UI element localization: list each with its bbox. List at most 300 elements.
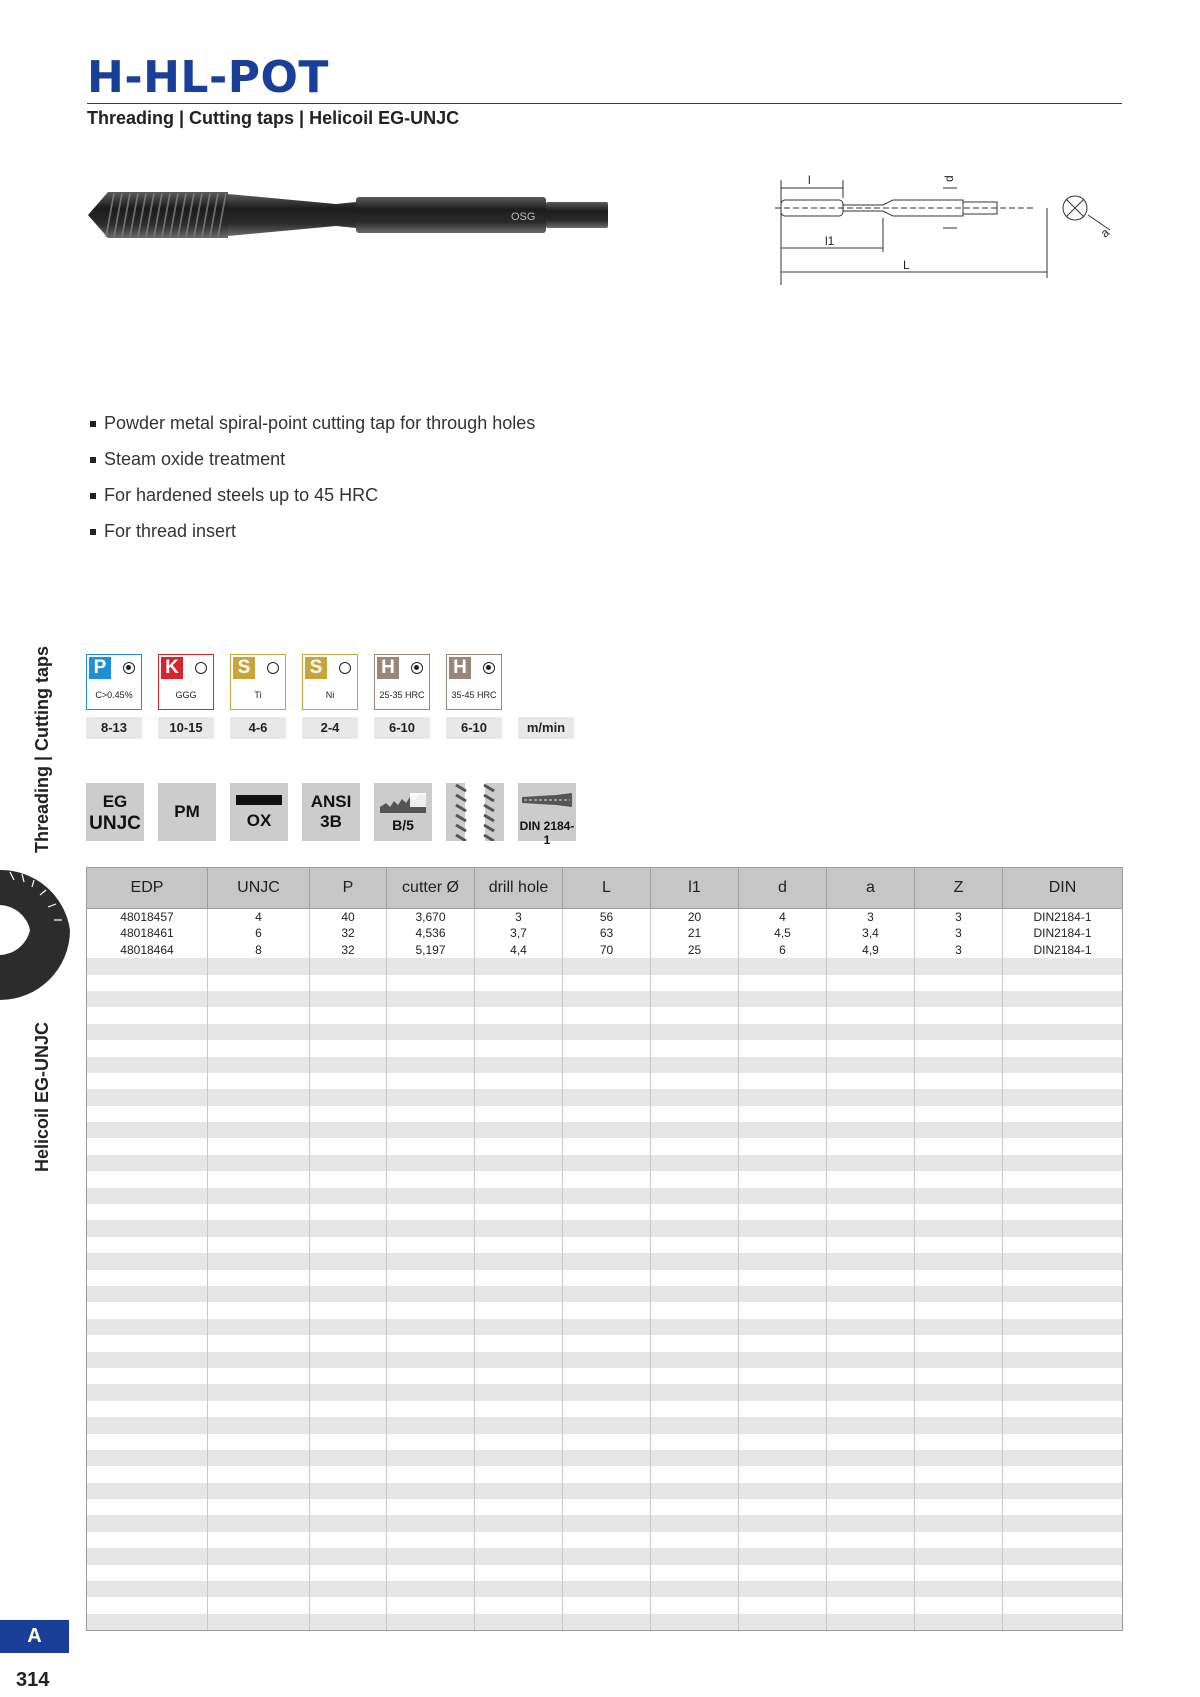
table-row [87, 1401, 1122, 1417]
table-cell [475, 1434, 563, 1450]
table-row [87, 1614, 1122, 1630]
table-cell [310, 1515, 387, 1531]
table-cell [208, 1499, 310, 1515]
table-cell [87, 1188, 208, 1204]
table-cell [208, 1532, 310, 1548]
table-cell: 20 [651, 909, 739, 925]
table-cell [87, 1319, 208, 1335]
table-cell [827, 991, 915, 1007]
table-row [87, 1532, 1122, 1548]
table-cell [915, 1171, 1003, 1187]
table-row [87, 1089, 1122, 1105]
table-cell [475, 958, 563, 974]
material-condition: 35-45 HRC [451, 690, 497, 700]
table-cell [475, 1384, 563, 1400]
table-cell [1003, 1270, 1122, 1286]
thread-type-icon [86, 783, 144, 841]
table-cell [475, 1319, 563, 1335]
table-cell [208, 1466, 310, 1482]
table-cell [87, 1106, 208, 1122]
table-cell [310, 1171, 387, 1187]
table-cell [387, 1270, 475, 1286]
table-cell [827, 1171, 915, 1187]
table-cell: 3 [827, 909, 915, 925]
material-pm-icon [158, 783, 216, 841]
table-cell [651, 1319, 739, 1335]
table-cell [475, 1106, 563, 1122]
table-cell: 5,197 [387, 942, 475, 958]
table-row [87, 1499, 1122, 1515]
table-cell [827, 1024, 915, 1040]
table-cell [651, 958, 739, 974]
table-cell [827, 1417, 915, 1433]
table-cell [651, 1024, 739, 1040]
table-row [87, 1466, 1122, 1482]
table-cell [915, 1286, 1003, 1302]
table-cell [563, 1204, 651, 1220]
table-row [87, 942, 1122, 958]
table-cell [387, 1089, 475, 1105]
table-cell [87, 1417, 208, 1433]
table-cell [651, 1466, 739, 1482]
table-cell: 4 [208, 909, 310, 925]
table-cell [827, 1188, 915, 1204]
table-cell: 48018457 [87, 909, 208, 925]
table-cell [739, 1040, 827, 1056]
table-cell [387, 1204, 475, 1220]
table-cell [739, 1302, 827, 1318]
table-cell [651, 1548, 739, 1564]
table-cell [475, 1368, 563, 1384]
table-cell [739, 1352, 827, 1368]
table-cell: 48018464 [87, 942, 208, 958]
table-cell [310, 1302, 387, 1318]
table-cell [1003, 1024, 1122, 1040]
col-header-drill-hole: drill hole [475, 868, 563, 908]
table-cell [651, 1515, 739, 1531]
table-cell [651, 1089, 739, 1105]
table-cell: DIN2184-1 [1033, 910, 1092, 924]
table-cell [739, 1401, 827, 1417]
table-cell [563, 975, 651, 991]
table-cell [1003, 1581, 1122, 1597]
table-cell [208, 1171, 310, 1187]
page-subtitle: Threading | Cutting taps | Helicoil EG-UNJC [87, 108, 460, 128]
table-cell [827, 1057, 915, 1073]
material-letter: K [161, 657, 183, 679]
table-cell [310, 1220, 387, 1236]
table-cell [87, 1352, 208, 1368]
table-cell [387, 1155, 475, 1171]
table-cell [651, 1302, 739, 1318]
table-cell [208, 1417, 310, 1433]
table-cell [739, 1565, 827, 1581]
table-cell [387, 1384, 475, 1400]
table-cell [827, 958, 915, 974]
selected-indicator [411, 662, 423, 674]
table-cell [915, 1302, 1003, 1318]
table-cell [475, 1581, 563, 1597]
table-cell [827, 1581, 915, 1597]
table-cell [208, 1138, 310, 1154]
table-cell [475, 1597, 563, 1613]
table-cell: 32 [310, 942, 387, 958]
table-row [87, 1253, 1122, 1269]
table-cell [827, 1483, 915, 1499]
tap-logo: OSG [511, 211, 536, 223]
material-box-p [86, 654, 142, 710]
tolerance-line2: 3B [320, 812, 342, 831]
table-cell [915, 1089, 1003, 1105]
table-cell [208, 1253, 310, 1269]
table-row [87, 958, 1122, 974]
table-cell [208, 958, 310, 974]
table-cell [87, 1450, 208, 1466]
table-cell [310, 1270, 387, 1286]
table-cell [208, 1614, 310, 1630]
table-cell [915, 1532, 1003, 1548]
table-cell [310, 1466, 387, 1482]
table-cell [87, 1483, 208, 1499]
table-cell [651, 975, 739, 991]
table-cell [475, 1171, 563, 1187]
table-cell [563, 1368, 651, 1384]
table-cell [739, 1106, 827, 1122]
table-cell [739, 1024, 827, 1040]
table-cell [310, 1040, 387, 1056]
table-cell [1003, 1171, 1122, 1187]
table-cell [87, 1237, 208, 1253]
table-cell [475, 1024, 563, 1040]
table-cell [310, 1057, 387, 1073]
table-cell [915, 1597, 1003, 1613]
material-box-h-25-35 [374, 654, 430, 710]
table-cell [739, 1450, 827, 1466]
table-cell [475, 1286, 563, 1302]
table-cell [739, 1532, 827, 1548]
cutting-speed: 6-10 [446, 717, 502, 739]
material-condition: Ni [325, 690, 335, 700]
table-cell [827, 1548, 915, 1564]
table-cell [563, 1270, 651, 1286]
table-row [87, 1024, 1122, 1040]
table-cell [387, 1614, 475, 1630]
table-cell [651, 1155, 739, 1171]
table-row [87, 1417, 1122, 1433]
table-cell [651, 991, 739, 1007]
table-cell [915, 1270, 1003, 1286]
table-cell [739, 958, 827, 974]
table-cell [651, 1368, 739, 1384]
cutting-speed: 6-10 [374, 717, 430, 739]
col-header-d: d [739, 868, 827, 908]
table-cell [1003, 1335, 1122, 1351]
table-cell [739, 991, 827, 1007]
table-cell [1003, 1515, 1122, 1531]
table-cell [475, 1155, 563, 1171]
table-row [87, 1352, 1122, 1368]
chamfer-label: B/5 [392, 817, 414, 833]
table-cell [208, 1302, 310, 1318]
table-cell [387, 1286, 475, 1302]
table-cell [387, 1319, 475, 1335]
feature-item: For hardened steels up to 45 HRC [88, 484, 535, 520]
coating-bar [236, 795, 282, 805]
table-cell [387, 1220, 475, 1236]
table-cell [475, 1057, 563, 1073]
table-cell [1003, 1237, 1122, 1253]
table-cell [827, 1302, 915, 1318]
table-cell [208, 1057, 310, 1073]
material-letter: S [305, 657, 327, 679]
table-cell [310, 1483, 387, 1499]
material-box-k [158, 654, 214, 710]
table-cell [651, 1581, 739, 1597]
table-cell [563, 1007, 651, 1023]
table-cell [475, 1483, 563, 1499]
selected-indicator [483, 662, 495, 674]
table-cell [739, 1089, 827, 1105]
table-cell [563, 1319, 651, 1335]
table-cell [563, 1532, 651, 1548]
material-condition: 25-35 HRC [379, 690, 425, 700]
table-cell [387, 1237, 475, 1253]
table-cell [387, 1253, 475, 1269]
table-cell [915, 1057, 1003, 1073]
table-row [87, 1565, 1122, 1581]
table-cell [475, 1188, 563, 1204]
table-cell: 4,9 [827, 942, 915, 958]
table-cell [651, 1499, 739, 1515]
table-cell [208, 1335, 310, 1351]
table-cell: 48018461 [87, 925, 208, 941]
table-cell [310, 958, 387, 974]
table-cell [1003, 1614, 1122, 1630]
table-cell [208, 1450, 310, 1466]
table-cell [739, 1581, 827, 1597]
table-cell [387, 1532, 475, 1548]
table-cell [915, 1352, 1003, 1368]
table-cell [208, 1434, 310, 1450]
table-cell [739, 1319, 827, 1335]
table-row [87, 1007, 1122, 1023]
table-cell [739, 1483, 827, 1499]
table-row [87, 1237, 1122, 1253]
table-cell [310, 1237, 387, 1253]
table-cell [1003, 1138, 1122, 1154]
side-title-section: Threading | Cutting taps [32, 645, 52, 853]
table-cell [475, 1532, 563, 1548]
table-cell [387, 1368, 475, 1384]
table-cell [739, 1073, 827, 1089]
table-cell [563, 1138, 651, 1154]
table-body [87, 909, 1122, 1630]
cutting-speed: 4-6 [230, 717, 286, 739]
table-cell [1003, 1007, 1122, 1023]
table-cell [208, 991, 310, 1007]
coating-icon [230, 783, 288, 841]
table-cell [1003, 975, 1122, 991]
col-header-l1: l1 [651, 868, 739, 908]
table-cell [915, 1450, 1003, 1466]
table-row [87, 1122, 1122, 1138]
table-cell [739, 1237, 827, 1253]
table-cell [827, 1384, 915, 1400]
table-cell [387, 1188, 475, 1204]
table-cell: 3,4 [827, 925, 915, 941]
table-cell [651, 1270, 739, 1286]
table-cell [915, 1122, 1003, 1138]
feature-item: Steam oxide treatment [88, 448, 535, 484]
table-cell [651, 1417, 739, 1433]
table-cell [563, 1483, 651, 1499]
table-cell [563, 1548, 651, 1564]
table-cell [1003, 1384, 1122, 1400]
table-cell [475, 1450, 563, 1466]
table-cell: 6 [739, 942, 827, 958]
table-row [87, 1171, 1122, 1187]
table-cell [1003, 1155, 1122, 1171]
table-cell [739, 1155, 827, 1171]
table-cell [387, 991, 475, 1007]
table-cell [563, 1466, 651, 1482]
table-cell [915, 1548, 1003, 1564]
table-cell [387, 1335, 475, 1351]
table-cell [563, 1024, 651, 1040]
dim-a: a [1097, 225, 1113, 241]
table-cell [915, 1155, 1003, 1171]
table-cell [87, 1040, 208, 1056]
table-cell [739, 1057, 827, 1073]
table-cell [475, 1040, 563, 1056]
table-cell [915, 991, 1003, 1007]
table-cell [310, 1614, 387, 1630]
table-cell [563, 1352, 651, 1368]
table-cell [563, 1040, 651, 1056]
speed-unit: m/min [518, 717, 574, 739]
table-cell [208, 1007, 310, 1023]
table-cell [310, 1073, 387, 1089]
table-cell [208, 975, 310, 991]
table-cell [563, 1417, 651, 1433]
table-cell [1003, 1483, 1122, 1499]
col-header-unjc: UNJC [208, 868, 310, 908]
table-cell [651, 1007, 739, 1023]
table-row [87, 1106, 1122, 1122]
table-cell [827, 1565, 915, 1581]
table-cell [563, 1581, 651, 1597]
table-cell [827, 1368, 915, 1384]
table-cell [651, 1384, 739, 1400]
table-cell [208, 1073, 310, 1089]
table-cell [310, 991, 387, 1007]
table-cell [563, 1237, 651, 1253]
table-cell [87, 1499, 208, 1515]
table-row [87, 1384, 1122, 1400]
table-cell [475, 991, 563, 1007]
table-cell [475, 975, 563, 991]
table-cell [310, 1352, 387, 1368]
table-cell [563, 1122, 651, 1138]
table-cell [651, 1138, 739, 1154]
table-cell [827, 1155, 915, 1171]
table-cell [827, 1089, 915, 1105]
table-cell [563, 1286, 651, 1302]
table-row [87, 1286, 1122, 1302]
table-cell [87, 1565, 208, 1581]
table-cell [563, 1434, 651, 1450]
table-cell [739, 1466, 827, 1482]
table-cell [563, 1253, 651, 1269]
col-header-a: a [827, 868, 915, 908]
table-cell [651, 1040, 739, 1056]
table-cell [310, 1024, 387, 1040]
table-cell [563, 1089, 651, 1105]
table-cell [563, 1565, 651, 1581]
table-cell [651, 1106, 739, 1122]
table-cell [827, 1253, 915, 1269]
dim-l1: l1 [825, 234, 835, 248]
table-cell [651, 1597, 739, 1613]
table-cell: 3 [915, 925, 1003, 941]
table-cell [387, 1007, 475, 1023]
table-row [87, 1057, 1122, 1073]
table-row [87, 1220, 1122, 1236]
table-cell [651, 1352, 739, 1368]
table-cell [208, 1122, 310, 1138]
table-cell [87, 1614, 208, 1630]
table-cell [915, 958, 1003, 974]
table-cell [563, 1614, 651, 1630]
table-row [87, 1319, 1122, 1335]
table-cell [87, 1515, 208, 1531]
unselected-indicator [267, 662, 279, 674]
feature-list [88, 412, 535, 556]
table-cell [310, 1532, 387, 1548]
table-cell [387, 1417, 475, 1433]
table-cell [915, 1073, 1003, 1089]
table-cell [739, 1548, 827, 1564]
table-cell [387, 1597, 475, 1613]
table-cell [1003, 958, 1122, 974]
coating-label: OX [246, 811, 272, 830]
table-cell [563, 991, 651, 1007]
table-cell [387, 1024, 475, 1040]
table-cell [915, 1384, 1003, 1400]
table-cell [387, 1581, 475, 1597]
table-cell [915, 1614, 1003, 1630]
table-cell [208, 1368, 310, 1384]
table-cell [475, 1335, 563, 1351]
table-cell [208, 1384, 310, 1400]
table-cell [310, 1335, 387, 1351]
table-cell [563, 1450, 651, 1466]
table-cell [915, 1368, 1003, 1384]
table-cell [475, 1302, 563, 1318]
table-cell [87, 1597, 208, 1613]
table-cell [475, 1417, 563, 1433]
table-cell [208, 1352, 310, 1368]
table-cell [208, 1040, 310, 1056]
table-cell [310, 1286, 387, 1302]
table-cell [208, 1106, 310, 1122]
table-cell [475, 1089, 563, 1105]
table-cell [827, 1434, 915, 1450]
table-cell [310, 1401, 387, 1417]
table-cell [475, 1204, 563, 1220]
table-cell [310, 1089, 387, 1105]
table-cell [87, 1171, 208, 1187]
